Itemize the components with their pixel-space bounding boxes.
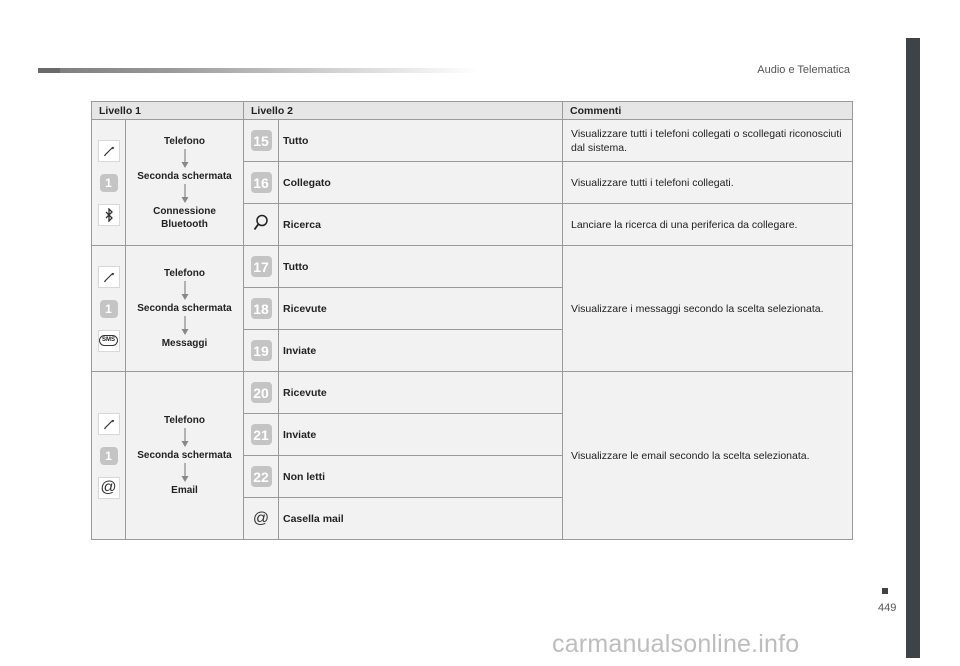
at-sign-icon (98, 477, 120, 499)
level1-flow (126, 246, 244, 372)
level2-label: Ricevute (279, 288, 563, 330)
flow-item: Telefono (164, 415, 205, 426)
table-row (92, 120, 853, 162)
comment: Visualizzare tutti i telefoni collegati. (563, 162, 853, 204)
level2-marker (244, 246, 279, 288)
header-comments: Commenti (563, 102, 853, 120)
level2-label: Collegato (279, 162, 563, 204)
page-number: 449 (878, 602, 897, 614)
section-title: Audio e Telematica (757, 64, 850, 76)
level2-badge: 17 (251, 256, 272, 277)
level2-marker (244, 372, 279, 414)
level1-icons (92, 120, 126, 246)
flow-item: Connessione Bluetooth (153, 205, 216, 230)
level2-label: Inviate (279, 330, 563, 372)
level2-badge: 21 (251, 424, 272, 445)
level2-label: Tutto (279, 246, 563, 288)
flow-item: Seconda schermata (137, 303, 232, 314)
down-arrow-icon (180, 463, 190, 483)
level1-badge: 1 (100, 174, 118, 192)
at-sign-glyph: @ (100, 478, 117, 496)
level2-marker (244, 288, 279, 330)
level2-marker (244, 498, 279, 540)
level2-label: Non letti (279, 456, 563, 498)
menu-table (91, 101, 853, 540)
level2-marker (244, 162, 279, 204)
flow-item: Telefono (164, 268, 205, 279)
phone-icon (98, 413, 120, 435)
down-arrow-icon (180, 184, 190, 204)
sms-icon (98, 330, 120, 352)
phone-icon (98, 140, 120, 162)
level2-label: Ricevute (279, 372, 563, 414)
level1-icons (92, 372, 126, 540)
side-edge-bar (906, 38, 920, 658)
level2-badge: 16 (251, 172, 272, 193)
comment: Visualizzare i messaggi secondo la scelta selezionata. (563, 246, 853, 372)
comment: Lanciare la ricerca di una periferica da collegare. (563, 204, 853, 246)
down-arrow-icon (180, 316, 190, 336)
table-row (92, 372, 853, 414)
flow-item: Telefono (164, 135, 205, 147)
phone-icon (98, 266, 120, 288)
level2-badge: 15 (251, 130, 272, 151)
sms-icon-label: SMS (99, 335, 118, 346)
level2-label: Casella mail (279, 498, 563, 540)
level2-label: Ricerca (279, 204, 563, 246)
level2-badge: 18 (251, 298, 272, 319)
level2-badge: 22 (251, 466, 272, 487)
bluetooth-icon (98, 204, 120, 226)
level2-marker (244, 120, 279, 162)
comment: Visualizzare tutti i telefoni collegati o scollegati riconosciuti dal sistema. (563, 120, 853, 162)
level2-label: Inviate (279, 414, 563, 456)
level2-marker (244, 414, 279, 456)
header-gradient-bar (38, 68, 478, 73)
level2-badge: 20 (251, 382, 272, 403)
flow-item: Email (171, 485, 198, 496)
flow-item: Seconda schermata (137, 170, 232, 182)
level1-badge: 1 (100, 447, 118, 465)
down-arrow-icon (180, 149, 190, 169)
page-marker (882, 588, 888, 594)
table-header-row (92, 102, 853, 120)
level2-label: Tutto (279, 120, 563, 162)
level2-marker (244, 204, 279, 246)
search-icon (253, 214, 269, 232)
level2-badge: 19 (251, 340, 272, 361)
header-level-1: Livello 1 (92, 102, 244, 120)
flow-item: Seconda schermata (137, 450, 232, 461)
down-arrow-icon (180, 281, 190, 301)
level1-icons (92, 246, 126, 372)
watermark: carmanualsonline.info (552, 630, 800, 658)
table-row (92, 246, 853, 288)
flow-item: Messaggi (161, 338, 208, 349)
level1-flow (126, 120, 244, 246)
comment: Visualizzare le email secondo la scelta selezionata. (563, 372, 853, 540)
level1-badge: 1 (100, 300, 118, 318)
down-arrow-icon (180, 428, 190, 448)
level2-marker (244, 330, 279, 372)
at-sign-icon: @ (252, 509, 270, 527)
level2-marker (244, 456, 279, 498)
level1-flow (126, 372, 244, 540)
header-level-2: Livello 2 (244, 102, 563, 120)
